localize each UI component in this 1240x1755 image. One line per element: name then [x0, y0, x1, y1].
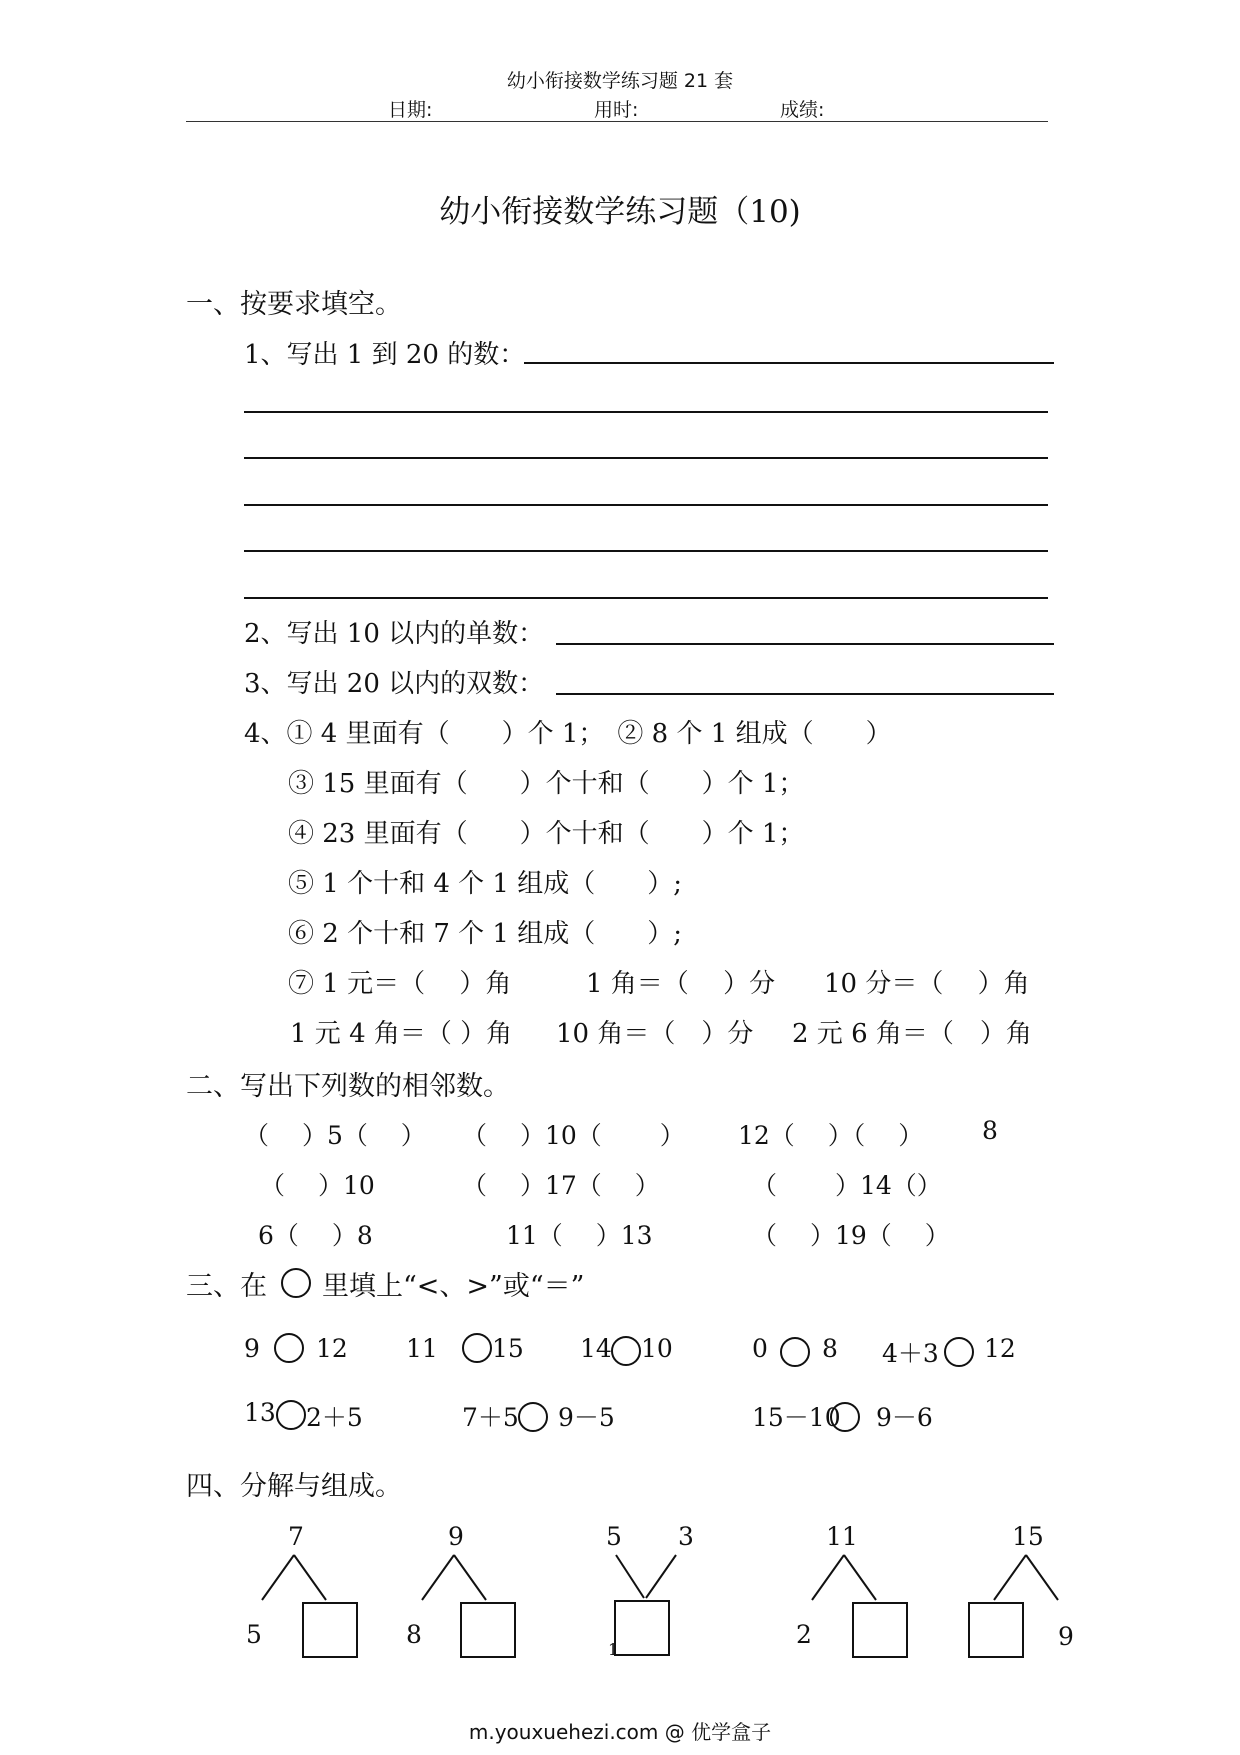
date-label: 日期:	[388, 99, 433, 121]
cmp5-right: 12	[984, 1334, 1016, 1363]
cmp4-left: 0	[752, 1334, 768, 1363]
time-label: 用时:	[594, 99, 639, 121]
tree5-left-branch	[994, 1555, 1026, 1600]
cmp5-circle[interactable]	[944, 1337, 974, 1367]
cmp2-circle[interactable]	[462, 1333, 492, 1363]
neighbor-r1-3: 12（ ）（ ）	[738, 1121, 924, 1150]
q1-text: 1、写出 1 到 20 的数：	[244, 340, 526, 370]
cmp7-circle[interactable]	[518, 1402, 548, 1432]
writing-line-2	[244, 457, 1048, 459]
writing-line-4	[244, 550, 1048, 552]
header-divider	[186, 121, 1048, 122]
cmp7-left: 7＋5	[462, 1403, 519, 1432]
section3-title-post: 里填上“<、>”或“＝”	[322, 1271, 585, 1302]
section4-title: 四、分解与组成。	[186, 1471, 402, 1502]
tree3-left-branch	[616, 1555, 644, 1598]
q2-answer-line	[556, 643, 1054, 645]
footer-watermark: m.youxuehezi.com @ 优学盒子	[468, 1720, 772, 1744]
tree1-answer-box[interactable]	[302, 1602, 358, 1658]
cmp8-circle[interactable]	[830, 1402, 860, 1432]
tree3-top-right: 3	[678, 1522, 694, 1551]
section1-title: 一、按要求填空。	[186, 289, 402, 320]
tree4-answer-box[interactable]	[852, 1602, 908, 1658]
q4-line-8b: 10 角＝（ ）分	[556, 1019, 754, 1049]
tree1-left-branch	[262, 1555, 294, 1600]
q4-line-7b: 1 角＝（ ）分	[586, 969, 776, 999]
score-label: 成绩:	[780, 99, 825, 121]
tree5-right-branch	[1026, 1555, 1058, 1600]
q3-answer-line	[556, 693, 1054, 695]
tree4-left: 2	[796, 1620, 812, 1649]
tree1-left: 5	[246, 1620, 262, 1649]
section3-title-pre: 三、在	[186, 1271, 267, 1302]
q2-text: 2、写出 10 以内的单数：	[244, 619, 545, 649]
tree3-right-branch	[646, 1555, 676, 1598]
q3-text: 3、写出 20 以内的双数：	[244, 669, 545, 699]
cmp2-left: 11	[406, 1334, 438, 1363]
cmp4-circle[interactable]	[780, 1337, 810, 1367]
neighbor-r1-2: （ ）10（ ）	[462, 1121, 685, 1150]
q4-line-7c: 10 分＝（ ）角	[824, 969, 1030, 999]
page-title: 幼小衔接数学练习题（10)	[439, 194, 801, 230]
cmp7-right: 9－5	[558, 1403, 615, 1432]
neighbor-r1-4: 8	[982, 1116, 998, 1145]
q4-line-4: ④ 23 里面有（ ）个十和（ ）个 1；	[288, 819, 805, 849]
tree2-left-branch	[422, 1555, 454, 1600]
tree1-right-branch	[294, 1555, 326, 1600]
cmp6-right: 2＋5	[306, 1403, 363, 1432]
tree5-answer-box[interactable]	[968, 1602, 1024, 1658]
tree4-left-branch	[812, 1555, 844, 1600]
neighbor-r3-1: 6（ ）8	[258, 1221, 373, 1250]
tree1-top: 7	[288, 1522, 304, 1551]
cmp3-left: 14	[580, 1334, 612, 1363]
tree3-top-left: 5	[606, 1522, 622, 1551]
neighbor-r2-2: （ ）17（ ）	[462, 1171, 660, 1200]
neighbor-r3-2: 11（ ）13	[506, 1221, 653, 1250]
q4-line-3: ③ 15 里面有（ ）个十和（ ）个 1；	[288, 769, 805, 799]
q4-line-8a: 1 元 4 角＝（ ）角	[290, 1019, 513, 1049]
cmp8-right: 9－6	[876, 1403, 933, 1432]
cmp2-right: 15	[492, 1334, 524, 1363]
cmp1-circle[interactable]	[274, 1333, 304, 1363]
q4-line-8c: 2 元 6 角＝（ ）角	[792, 1019, 1032, 1049]
tree2-top: 9	[448, 1522, 464, 1551]
cmp5-left: 4＋3	[882, 1339, 939, 1368]
cmp3-circle[interactable]	[611, 1336, 641, 1366]
q4-line-6: ⑥ 2 个十和 7 个 1 组成（ ）;	[288, 919, 682, 949]
tree2-left: 8	[406, 1620, 422, 1649]
section2-title: 二、写出下列数的相邻数。	[186, 1071, 510, 1102]
cmp8-left: 15－10	[752, 1403, 841, 1432]
neighbor-r2-1: （ ）10	[260, 1171, 375, 1200]
writing-line-3	[244, 504, 1048, 506]
tree4-right-branch	[844, 1555, 876, 1600]
cmp6-left: 13	[244, 1398, 276, 1427]
q4-line-5: ⑤ 1 个十和 4 个 1 组成（ ）;	[288, 869, 682, 899]
section3-title-circle-icon	[281, 1268, 311, 1298]
tree5-right: 9	[1058, 1622, 1074, 1651]
tree3-answer-box[interactable]	[614, 1600, 670, 1656]
cmp4-right: 8	[822, 1334, 838, 1363]
cmp3-right: 10	[641, 1334, 673, 1363]
q4-line-1: 4、① 4 里面有（ ）个 1； ② 8 个 1 组成（ ）	[244, 719, 892, 749]
q1-answer-line	[524, 362, 1054, 364]
tree3-mark: 1	[608, 1640, 619, 1659]
neighbor-r1-1: （ ）5（ ）	[244, 1121, 426, 1150]
header-title: 幼小衔接数学练习题 21 套	[506, 70, 734, 92]
writing-line-5	[244, 597, 1048, 599]
tree4-top: 11	[826, 1522, 858, 1551]
neighbor-r3-3: （ ）19（ ）	[752, 1221, 950, 1250]
tree5-top: 15	[1012, 1522, 1044, 1551]
cmp6-circle[interactable]	[276, 1400, 306, 1430]
cmp1-right: 12	[316, 1334, 348, 1363]
writing-line-1	[244, 411, 1048, 413]
cmp1-left: 9	[244, 1334, 260, 1363]
tree2-right-branch	[454, 1555, 486, 1600]
neighbor-r2-3: （ ）14（）	[752, 1171, 942, 1200]
q4-line-7a: ⑦ 1 元＝（ ）角	[288, 969, 512, 999]
tree2-answer-box[interactable]	[460, 1602, 516, 1658]
